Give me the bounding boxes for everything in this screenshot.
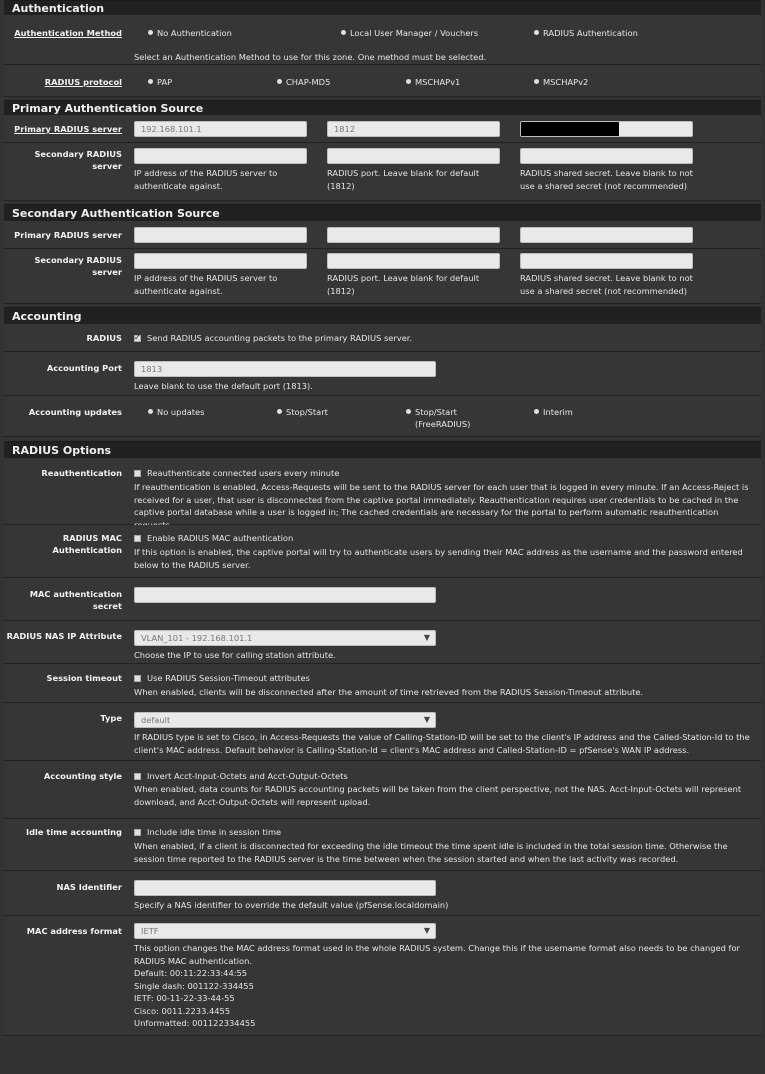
accounting-style-checkbox[interactable]: Invert Acct-Input-Octets and Acct-Output-Octets (134, 770, 348, 782)
primary-server-label: Primary RADIUS server (14, 124, 122, 134)
accounting-radius-row (4, 324, 761, 352)
radius-options-panel (4, 441, 761, 1036)
radio-interim[interactable]: Interim (534, 406, 573, 418)
nas-identifier-input[interactable] (134, 880, 436, 896)
accounting-radius-label: RADIUS (86, 333, 122, 343)
type-help: If RADIUS type is set to Cisco, in Access-Requests the value of Calling-Station-ID will be set to the client's IP address and the Called-Station-Id to the client's MAC address. Default behavior is Calling-Station-Id = client's MAC address and Called-Station-ID = pfSense's WAN IP address. (134, 732, 750, 755)
mac-secret-input[interactable] (134, 587, 436, 603)
authentication-panel (4, 0, 761, 97)
sec-primary-ip-input[interactable] (134, 227, 307, 243)
idle-accounting-help: When enabled, if a client is disconnected for exceeding the idle timeout the time spent idle is included in the total session time. Otherwise the session time reported to the RADIUS server is the time between when the session started and when the last activity was recorded. (134, 841, 728, 864)
primary-server-row (4, 115, 761, 143)
chevron-down-icon: ▼ (423, 633, 430, 642)
nas-identifier-label: NAS Identifier (56, 882, 122, 892)
accounting-updates-label: Accounting updates (28, 407, 122, 417)
type-label: Type (100, 713, 122, 723)
primary-auth-header (4, 100, 761, 115)
checkbox-icon (134, 335, 141, 342)
reauth-help: If reauthentication is enabled, Access-Requests will be sent to the RADIUS server for each user that is logged in every minute. If an Access-Reject is received for a user, that user is disconnected from the captive portal immediately. Reauthentication requires user credentials to be cached in the captive portal database while a user is logged in; The cached credentials are necessary for the portal to perform automatic reauthentication (134, 482, 749, 517)
sec-primary-secret-input[interactable] (520, 227, 693, 243)
idle-accounting-checkbox[interactable]: Include idle time in session time (134, 826, 281, 838)
session-timeout-checkbox[interactable]: Use RADIUS Session-Timeout attributes (134, 672, 310, 684)
sec-primary-server-label: Primary RADIUS server (14, 230, 122, 240)
accounting-panel (4, 307, 761, 437)
redacted-secret (521, 122, 619, 136)
primary-secondary-server-row (4, 143, 761, 201)
radio-chap-md5[interactable]: CHAP-MD5 (277, 76, 330, 88)
mac-format-help: This option changes the MAC address format used in the whole RADIUS system. Change this if the username format also needs to be changed for RADIUS MAC authentication. Default: 00:11:22:33:44:55 Single dash: 001122-334455 IETF: 00-11-22-33-44-55 Cisco: 0011.2233.4455 Unformatted: 001122334455 (134, 943, 740, 1028)
session-timeout-help: When enabled, clients will be disconnected after the amount of time retrieved from the RADIUS Session-Timeout attribute. (134, 687, 644, 697)
reauth-label: Reauthentication (41, 468, 122, 478)
sec-secondary-secret-input[interactable] (520, 253, 693, 269)
nas-identifier-row (4, 871, 761, 916)
nas-ip-help: Choose the IP to use for calling station attribute. (134, 650, 336, 660)
help-secret: RADIUS shared secret. Leave blank to not use a shared secret (not recommended) (520, 168, 693, 191)
nas-identifier-help: Specify a NAS identifier to override the default value (pfSense.localdomain) (134, 900, 449, 910)
chevron-down-icon: ▼ (423, 715, 430, 724)
accounting-port-input[interactable]: 1813 (134, 361, 436, 377)
mac-secret-label: MAC authentication secret (29, 589, 122, 611)
mac-format-label: MAC address format (26, 926, 122, 936)
radius-protocol-label: RADIUS protocol (44, 77, 122, 87)
accounting-style-label: Accounting style (43, 771, 122, 781)
sec-secondary-server-label: Secondary RADIUS server (34, 255, 122, 277)
sec-help-ip: IP address of the RADIUS server to authenticate against. (134, 273, 278, 296)
accounting-style-help: When enabled, data counts for RADIUS accounting packets will be taken from the client perspective, not the NAS. Acct-Input-Octets will represent download, and Acct-Output-Octets will represent upload. (134, 784, 742, 807)
chevron-down-icon: ▼ (423, 926, 430, 935)
auth-method-help: Select an Authentication Method to use for this zone. One method must be selected. (134, 52, 487, 62)
secondary-secondary-server-row (4, 249, 761, 304)
help-ip: IP address of the RADIUS server to authenticate against. (134, 168, 278, 191)
type-select[interactable]: default ▼ (134, 712, 436, 728)
nas-ip-row (4, 621, 761, 664)
secondary-server-ip-input[interactable] (134, 148, 307, 164)
radio-stop-start[interactable]: Stop/Start (277, 406, 328, 418)
radio-no-auth[interactable]: No Authentication (148, 27, 232, 39)
session-timeout-row (4, 664, 761, 703)
primary-server-secret-input[interactable] (520, 121, 693, 137)
help-port: RADIUS port. Leave blank for default (1812) (327, 168, 480, 191)
authentication-header (4, 0, 761, 15)
sec-help-secret: RADIUS shared secret. Leave blank to not use a shared secret (not recommended) (520, 273, 693, 296)
radio-radius-auth[interactable]: RADIUS Authentication (534, 27, 638, 39)
sec-secondary-port-input[interactable] (327, 253, 500, 269)
secondary-server-port-input[interactable] (327, 148, 500, 164)
accounting-style-row (4, 761, 761, 819)
radio-pap[interactable]: PAP (148, 76, 172, 88)
primary-server-port-input[interactable]: 1812 (327, 121, 500, 137)
radius-protocol-row (4, 65, 761, 97)
sec-secondary-ip-input[interactable] (134, 253, 307, 269)
authentication-title: Authentication (12, 1, 105, 15)
mac-auth-help: If this option is enabled, the captive portal will try to authenticate users by sending their MAC address as the username and the password entered below to the RADIUS server. (134, 547, 743, 570)
primary-auth-title: Primary Authentication Source (12, 101, 204, 115)
mac-secret-row (4, 578, 761, 621)
session-timeout-label: Session timeout (46, 673, 122, 683)
reauth-checkbox[interactable]: Reauthenticate connected users every minute (134, 467, 339, 479)
mac-auth-checkbox[interactable]: Enable RADIUS MAC authentication (134, 532, 293, 544)
primary-server-ip-input[interactable]: 192.168.101.1 (134, 121, 307, 137)
accounting-port-row (4, 352, 761, 396)
mac-auth-row (4, 525, 761, 578)
auth-method-label: Authentication Method (14, 28, 122, 38)
accounting-port-label: Accounting Port (46, 363, 122, 373)
secondary-primary-server-row (4, 221, 761, 249)
secondary-auth-title: Secondary Authentication Source (12, 206, 220, 220)
mac-format-select[interactable]: IETF ▼ (134, 923, 436, 939)
radio-stop-start-freeradius[interactable]: Stop/Start (FreeRADIUS) (406, 406, 470, 430)
radius-options-header (4, 441, 761, 458)
radio-no-updates[interactable]: No updates (148, 406, 204, 418)
primary-auth-panel (4, 100, 761, 201)
radio-mschapv2[interactable]: MSCHAPv2 (534, 76, 588, 88)
type-row (4, 703, 761, 761)
idle-accounting-row (4, 819, 761, 871)
mac-format-row (4, 916, 761, 1036)
idle-accounting-label: Idle time accounting (26, 827, 122, 837)
accounting-header (4, 307, 761, 324)
accounting-radius-checkbox[interactable]: ✓ Send RADIUS accounting packets to the primary RADIUS server. (134, 332, 412, 344)
mac-auth-label: RADIUS MAC Authentication (52, 533, 122, 555)
auth-method-row (4, 15, 761, 65)
radius-options-title: RADIUS Options (12, 443, 112, 457)
secondary-server-label: Secondary RADIUS server (34, 149, 122, 171)
secondary-server-secret-input[interactable] (520, 148, 693, 164)
accounting-port-help: Leave blank to use the default port (1813). (134, 381, 313, 391)
radio-local-user-manager[interactable]: Local User Manager / Vouchers (341, 27, 478, 39)
accounting-title: Accounting (12, 309, 82, 323)
accounting-updates-row (4, 396, 761, 437)
radio-mschapv1[interactable]: MSCHAPv1 (406, 76, 460, 88)
sec-primary-port-input[interactable] (327, 227, 500, 243)
reauth-row (4, 458, 761, 525)
secondary-auth-panel (4, 204, 761, 304)
secondary-auth-header (4, 204, 761, 221)
sec-help-port: RADIUS port. Leave blank for default (1812) (327, 273, 480, 296)
nas-ip-select[interactable]: VLAN_101 - 192.168.101.1 ▼ (134, 630, 436, 646)
nas-ip-label: RADIUS NAS IP Attribute (6, 631, 122, 641)
